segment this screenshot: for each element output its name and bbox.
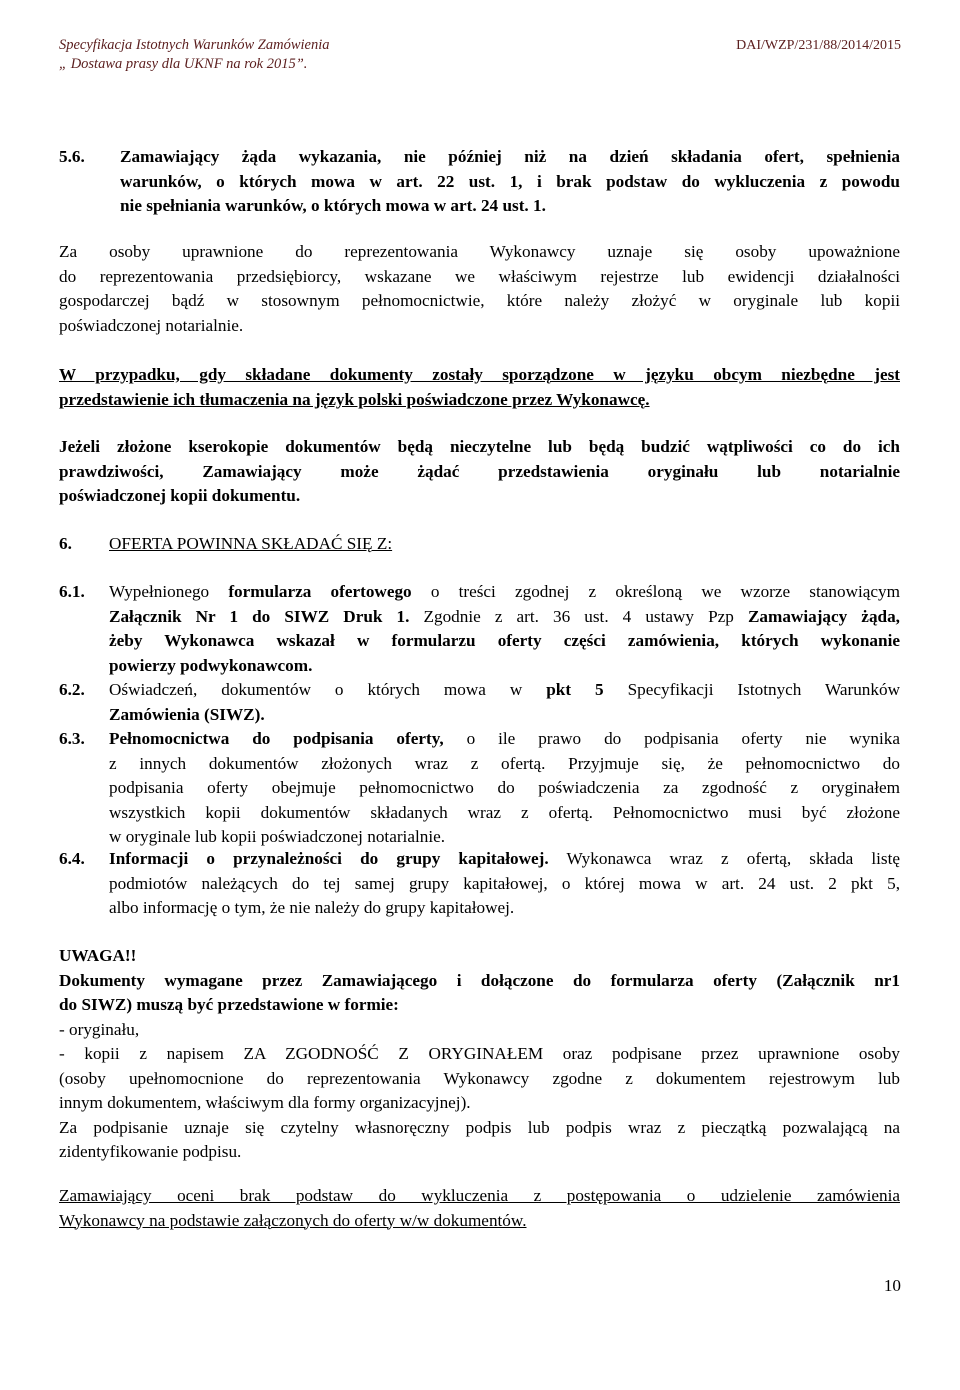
notice-block (59, 944, 900, 1165)
list-item: - oryginału, (59, 1019, 140, 1039)
page-number: 10 (883, 1276, 901, 1295)
header-title: Specyfikacja Istotnych Warunków Zamówienia (59, 37, 330, 53)
list-item: - kopii z napisem ZA ZGODNOŚĆ Z ORYGINAŁEM oraz podpisane przez uprawnione osoby (59, 1044, 900, 1063)
section-6-4-text (109, 847, 900, 921)
section-6-2-number: 6.2. (59, 680, 85, 699)
text-line: Za osoby uprawnione do reprezentowania Wykonawcy uznaje się osoby upoważnione (59, 242, 900, 261)
text-line: zidentyfikowanie podpisu. (59, 1142, 242, 1161)
notice-title: UWAGA!! (59, 946, 137, 965)
text-line: albo informację o tym, że nie należy do grupy kapitałowej. (109, 898, 515, 917)
text-line: poświadczonej kopii dokumentu. (59, 486, 301, 505)
text-line: Oświadczeń, dokumentów o których mowa w pkt 5 Specyfikacji Istotnych Warunków (109, 680, 901, 699)
text-line: Zamawiający żąda wykazania, nie później niż na dzień składania ofert, spełnienia (120, 147, 900, 166)
section-6-number: 6. (59, 534, 72, 553)
paragraph-photocopies (59, 435, 900, 509)
section-6-3-number: 6.3. (59, 729, 85, 748)
text-line: z innych dokumentów złożonych wraz z ofertą. Przyjmuje się, że pełnomocnictwo do (109, 753, 900, 773)
text-line: Informacji o przynależności do grupy kapitałowej. Wykonawca wraz z ofertą, składa listę (109, 849, 900, 868)
text-line: podpisania oferty obejmuje pełnomocnictwo do poświadczenia za zgodność z oryginałem (109, 778, 900, 797)
text-line: Dokumenty wymagane przez Zamawiającego i dołączone do formularza oferty (Załącznik nr1 (59, 970, 900, 990)
text-line: innym dokumentem, właściwym dla formy organizacyjnej). (59, 1093, 471, 1112)
text-line: Pełnomocnictwa do podpisania oferty, o ile prawo do podpisania oferty nie wynika (109, 729, 901, 748)
section-title: OFERTA POWINNA SKŁADAĆ SIĘ Z: (109, 534, 393, 553)
section-6-4-number: 6.4. (59, 849, 85, 868)
text-line: Wykonawcy na podstawie załączonych do oferty w/w dokumentów. (59, 1210, 527, 1230)
section-6-1-number: 6.1. (59, 582, 85, 601)
text-line: nie spełniania warunków, o których mowa w art. 24 ust. 1. (120, 196, 546, 215)
section-5-6-number: 5.6. (59, 147, 85, 166)
header-left (59, 36, 330, 74)
text-line: żeby Wykonawca wskazał w formularzu oferty części zamówienia, których wykonanie (109, 631, 900, 650)
section-6-title (109, 532, 900, 557)
text-line: W przypadku, gdy składane dokumenty zostały sporządzone w języku obcym niezbędne jest (59, 365, 900, 384)
paragraph-authorized-persons (59, 240, 900, 338)
text-line: w oryginale lub kopii poświadczonej notarialnie. (109, 827, 446, 846)
text-line: Zamawiający oceni brak podstaw do wykluczenia z postępowania o udzielenie zamówienia (59, 1186, 900, 1205)
text-line: do reprezentowania przedsiębiorcy, wskazane we właściwym rejestrze lub ewidencji działalności (59, 266, 900, 286)
text-line: powierzy podwykonawcom. (109, 655, 313, 675)
header-reference: DAI/WZP/231/88/2014/2015 (736, 38, 901, 53)
text-line: przedstawienie ich tłumaczenia na język polski poświadczone przez Wykonawcę. (59, 389, 650, 409)
text-line: Załącznik Nr 1 do SIWZ Druk 1. Zgodnie z art. 36 ust. 4 ustawy Pzp Zamawiający żąda, (109, 606, 900, 626)
text-line: do SIWZ) muszą być przedstawione w formie: (59, 995, 399, 1014)
section-6-3-text (109, 727, 900, 850)
section-6-1-text (109, 580, 900, 678)
text-line: podmiotów należących do tej samej grupy kapitałowej, o której mowa w art. 24 ust. 2 pkt 5, (109, 873, 900, 893)
text-line: Wypełnionego formularza ofertowego o treści zgodnej z określoną we wzorze stanowiącym (109, 582, 900, 601)
text-line: warunków, o których mowa w art. 22 ust. 1, i brak podstaw do wykluczenia z powodu (120, 171, 900, 191)
text-line: (osoby upełnomocnione do reprezentowania Wykonawcy zgodne z dokumentem rejestrowym lub (59, 1068, 900, 1088)
text-line: prawdziwości, Zamawiający może żądać przedstawienia oryginału lub notarialnie (59, 461, 900, 481)
text-line: wszystkich kopii dokumentów składanych wraz z ofertą. Pełnomocnictwo musi być złożone (109, 802, 900, 822)
text-line: poświadczonej notarialnie. (59, 315, 244, 335)
text-line: Za podpisanie uznaje się czytelny własnoręczny podpis lub podpis wraz z pieczątką pozwalającą na (59, 1117, 900, 1137)
paragraph-foreign-language (59, 363, 900, 412)
text-line: gospodarczej bądź w stosownym pełnomocnictwie, które należy złożyć w oryginale lub kopii (59, 291, 900, 310)
header-subtitle: „ Dostawa prasy dla UKNF na rok 2015”. (59, 56, 308, 72)
section-5-6-text (120, 145, 900, 219)
section-6-2-text (109, 678, 900, 727)
text-line: Jeżeli złożone kserokopie dokumentów będą nieczytelne lub będą budzić wątpliwości co do ich (59, 437, 900, 456)
text-line: Zamówienia (SIWZ). (109, 704, 265, 724)
final-paragraph (59, 1184, 900, 1233)
